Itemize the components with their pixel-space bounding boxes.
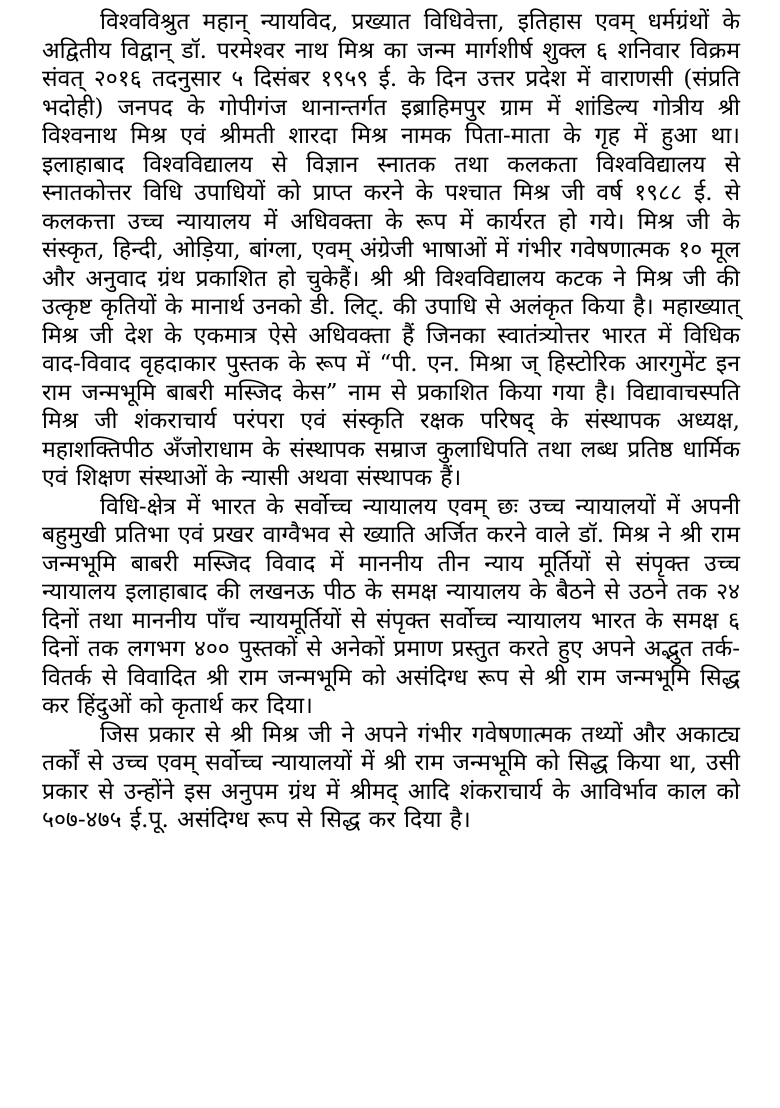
paragraph-biography-intro: विश्वविश्रुत महान् न्यायविद, प्रख्यात विधिवेत्ता, इतिहास एवम् धर्मग्रंथों के अद्वितीय विद्वान् डॉ. परमेश्वर नाथ मिश्र का जन्म मार्गशीर्ष शुक्ल ६ शनिवार विक्रम संवत् २०१६ तदनुसार ५ दिसंबर १९५९ ई. के दिन उत्तर प्रदेश में वाराणसी (संप्रति भदोही) जनपद के गोपीगंज थानान्तर्गत इब्राहिमपुर ग्राम में शांडिल्य गोत्रीय श्री विश्वनाथ मिश्र एवं श्रीमती शारदा मिश्र नामक पिता-माता के गृह में हुआ था। इलाहाबाद विश्वविद्यालय से विज्ञान स्नातक तथा कलकता विश्वविद्यालय से स्नातकोत्तर विधि उपाधियों को प्राप्त करने के पश्चात मिश्र जी वर्ष १९८८ ई. से कलकत्ता उच्च न्यायालय में अधिवक्ता के रूप में कार्यरत हो गये। मिश्र जी के संस्कृत, हिन्दी, ओड़िया, बांग्ला, एवम् अंग्रेजी भाषाओं में गंभीर गवेषणात्मक १० मूल और अनुवाद ग्रंथ प्रकाशित हो चुकेहैं। श्री श्री विश्वविद्यालय कटक ने मिश्र जी की उत्कृष्ट कृतियों के मानार्थ उनको डी. लिट्. की उपाधि से अलंकृत किया है। महाख्यात् मिश्र जी देश के एकमात्र ऐसे अधिवक्ता हैं जिनका स्वातंत्र्योत्तर भारत में विधिक वाद-विवाद वृहदाकार पुस्तक के रूप में “पी. एन. मिश्रा ज् हिस्टोरिक आरगुमेंट इन राम जन्मभूमि बाबरी मस्जिद केस” नाम से प्रकाशित किया गया है। विद्यावाचस्पति मिश्र जी शंकराचार्य परंपरा एवं संस्कृति रक्षक परिषद् के संस्थापक अध्यक्ष, महाशक्तिपीठ अँजोराधाम के संस्थापक सम्राज कुलाधिपति तथा लब्ध प्रतिष्ठ धार्मिक एवं शिक्षण संस्थाओं के न्यासी अथवा संस्थापक हैं।	[42, 9, 740, 491]
paragraph-conclusion: जिस प्रकार से श्री मिश्र जी ने अपने गंभीर गवेषणात्मक तथ्यों और अकाट्य तर्कों से उच्च एवम् सर्वोच्च न्यायालयों में श्री राम जन्मभूमि को सिद्ध किया था, उसी प्रकार से उन्होंने इस अनुपम ग्रंथ में श्रीमद् आदि शंकराचार्य के आविर्भाव काल को ५०७-४७५ ई.पू. असंदिग्ध रूप से सिद्ध कर दिया है।	[42, 721, 740, 833]
paragraph-legal-career: विधि-क्षेत्र में भारत के सर्वोच्च न्यायालय एवम् छः उच्च न्यायालयों में अपनी बहुमुखी प्रतिभा एवं प्रखर वाग्वैभव से ख्याति अर्जित करने वाले डॉ. मिश्र ने श्री राम जन्मभूमि बाबरी मस्जिद विवाद में माननीय तीन न्याय मूर्तियों से संपृक्त उच्च न्यायालय इलाहाबाद की लखनऊ पीठ के समक्ष न्यायालय के बैठने से उठने तक २४ दिनों तथा माननीय पाँच न्यायमूर्तियों से संपृक्त सर्वोच्च न्यायालय भारत के समक्ष ६ दिनों तक लगभग ४०० पुस्तकों से अनेकों प्रमाण प्रस्तुत करते हुए अपने अद्भुत तर्क-वितर्क से विवादित श्री राम जन्मभूमि को असंदिग्ध रूप से श्री राम जन्मभूमि सिद्ध कर हिंदुओं को कृतार्थ कर दिया।	[42, 493, 740, 719]
